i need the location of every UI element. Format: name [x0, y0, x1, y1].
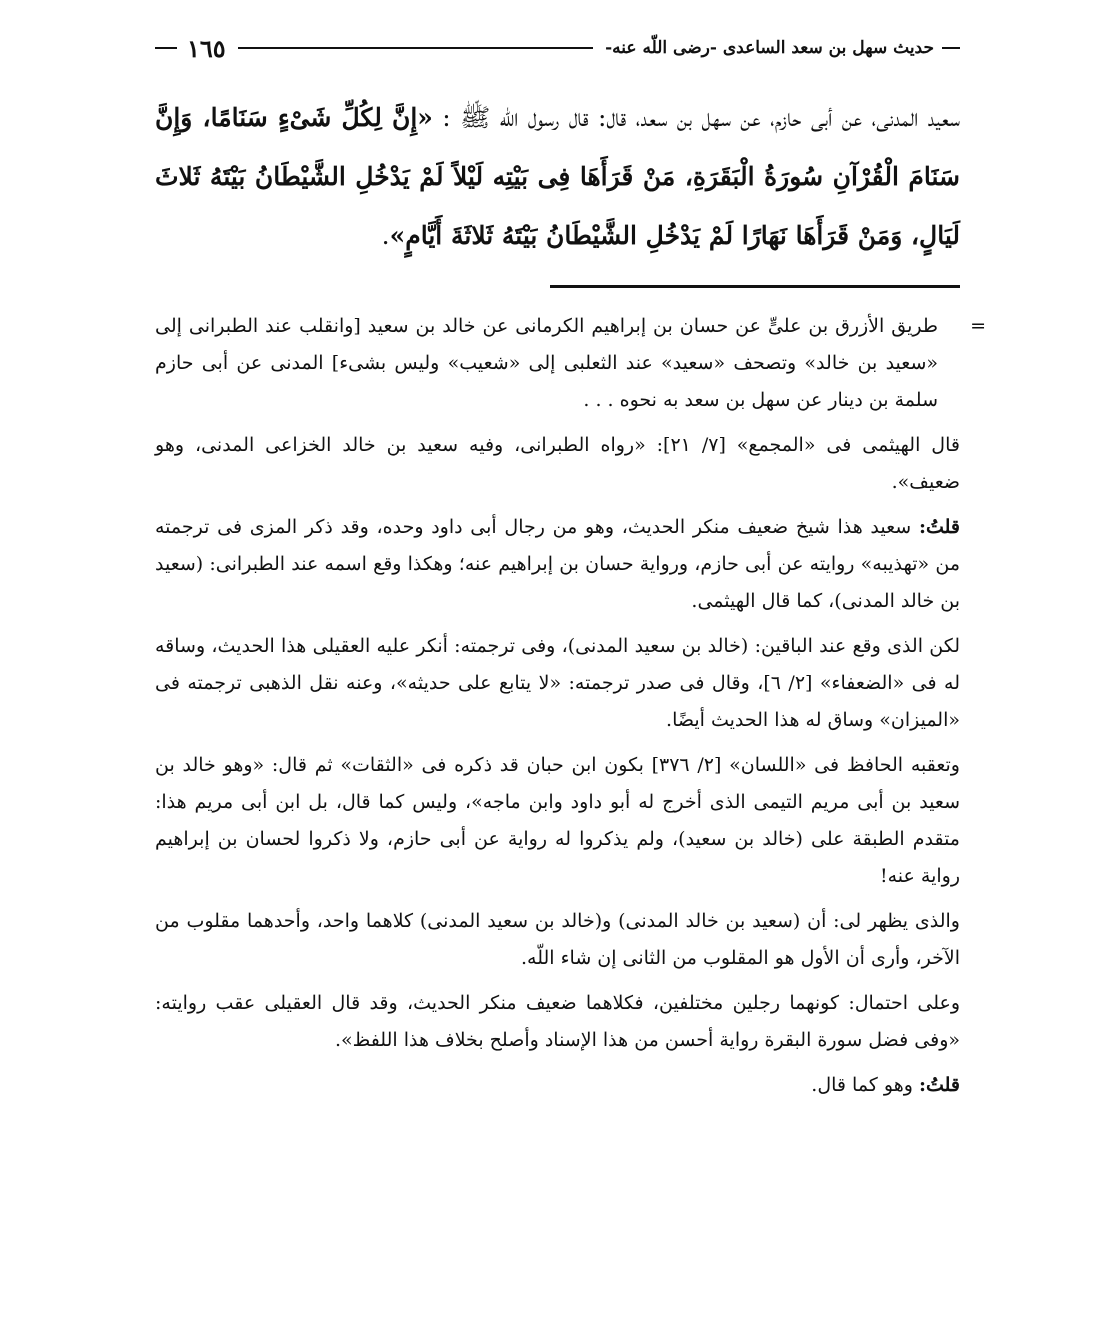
header-dash-start [942, 47, 960, 49]
footnote-paragraph-6: والذى يظهر لى: أن (سعيد بن خالد المدنى) و(خالد بن سعيد المدنى) كلاهما واحد، وأحدهما مقلوب من الآخر، وأرى أن الأول هو المقلوب من الثانى إن شاء اللّه. [155, 910, 960, 969]
header-title: حديث سهل بن سعد الساعدى -رضى اللّه عنه- [605, 38, 934, 58]
hadith-end: . [381, 221, 390, 250]
footnote-paragraph-8 [155, 1067, 960, 1104]
hadith-text [155, 88, 960, 265]
footnote-text-8: وهو كما قال. [811, 1074, 913, 1096]
footnote-paragraph-4: لكن الذى وقع عند الباقين: (خالد بن سعيد المدنى)، وفى ترجمته: أنكر عليه العقيلى هذا الحديث، وساقه له فى «الضعفاء» [٢/ ٦]، وقال فى صدر ترجمته: «لا يتابع على حديثه»، وعنه نقل الذهبى ترجمته فى «الميزان» وساق له هذا الحديث أيضًا. [155, 635, 960, 731]
footnote-paragraph-1 [155, 308, 986, 419]
footnote-text-1: طريق الأزرق بن علىٍّ عن حسان بن إبراهيم الكرمانى عن خالد بن سعيد [وانقلب عند الطبرانى إلى «سعيد بن خالد» وتصحف «سعيد» عند الثعلبى إلى «شعيب» وليس بشىء] المدنى عن أبى حازم سلمة بن دينار عن سهل بن سعد به نحوه . . . [155, 315, 938, 411]
footnote-paragraph-2: قال الهيثمى فى «المجمع» [٧/ ٢١]: «رواه الطبرانى، وفيه سعيد بن خالد الخزاعى المدنى، وهو ضعيف». [155, 434, 960, 493]
hadith-isnad: سعيد المدنى، عن أبى حازم، عن سهل بن سعد، قال: قال رسول اللّه ﷺ : [442, 103, 960, 132]
page-number: ١٦٥ [187, 33, 226, 63]
footnote-separator [550, 285, 960, 288]
footnote-paragraph-7: وعلى احتمال: كونهما رجلين مختلفين، فكلاهما ضعيف منكر الحديث، وقد قال العقيلى عقب روايته: «وفى فضل سورة البقرة رواية أحسن من هذا الإسناد وأصلح بخلاف هذا اللفظ». [155, 992, 960, 1051]
footnotes [155, 308, 986, 1104]
footnote-paragraph-3 [155, 509, 960, 620]
footnote-paragraph-5: وتعقبه الحافظ فى «اللسان» [٢/ ٣٧٦] بكون ابن حبان قد ذكره فى «الثقات» ثم قال: «وهو خالد بن سعيد بن أبى مريم التيمى الذى أخرج له أبو داود وابن ماجه»، وليس كما قال، بل ابن أبى مريم هذا: متقدم الطبقة على (خالد بن سعيد)، ولم يذكروا له رواية عن أبى حازم، ولا ذكروا لحسان بن إبراهيم رواية عنه! [155, 754, 960, 887]
qult-label-2: قلتُ: [918, 1074, 960, 1096]
hadith-matn: «إِنَّ لِكُلِّ شَىْءٍ سَنَامًا، وَإِنَّ سَنَامَ الْقُرْآنِ سُورَةُ الْبَقَرَةِ، مَنْ قَرَأَهَا فِى بَيْتِه لَيْلاً لَمْ يَدْخُلِ الشَّيْطَانُ بَيْتَهُ ثَلاثَ لَيَالٍ، وَمَنْ قَرَأَهَا نَهَارًا لَمْ يَدْخُلِ الشَّيْطَانُ بَيْتَهُ ثَلاثَةَ أَيَّامٍ» [155, 103, 960, 250]
document-page [155, 30, 986, 1112]
qult-label: قلتُ: [918, 516, 960, 538]
header-rule [238, 47, 593, 49]
header-dash-end [155, 47, 177, 49]
continuation-marker: = [970, 315, 986, 337]
footnote-text-3: سعيد هذا شيخ ضعيف منكر الحديث، وهو من رجال أبى داود وحده، وقد ذكر المزى فى ترجمته من «تهذيبه» روايته عن أبى حازم، ورواية حسان بن إبراهيم عنه؛ وهكذا وقع اسمه عند الطبرانى: (سعيد بن خالد المدنى)، كما قال الهيثمى. [155, 516, 960, 612]
running-header [155, 30, 960, 66]
